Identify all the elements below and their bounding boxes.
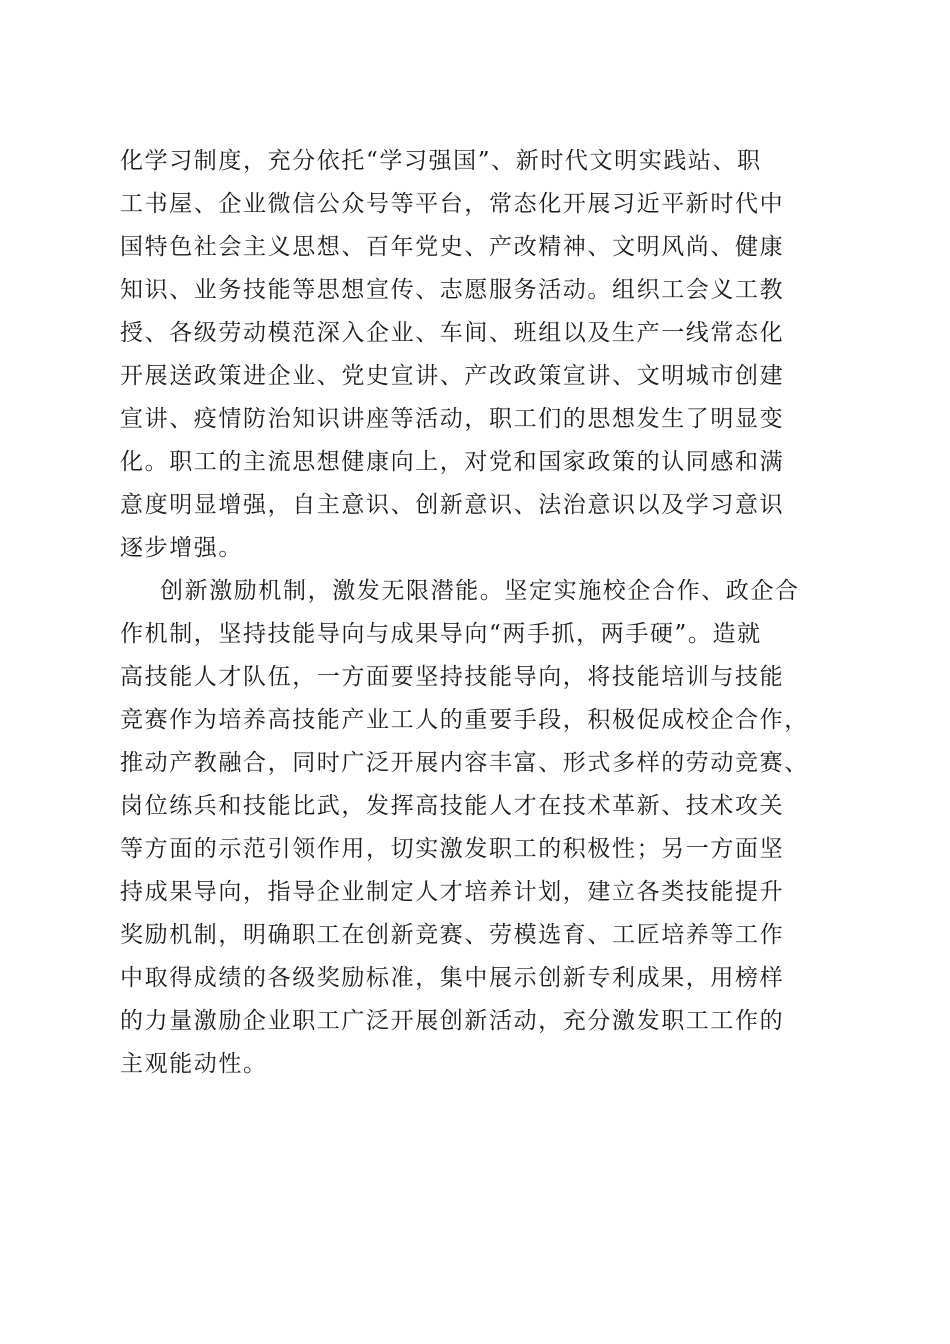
text-line: 化学习制度，充分依托“学习强国”、新时代文明实践站、职 <box>120 148 762 174</box>
text-line: 国特色社会主义思想、百年党史、产改精神、文明风尚、健康 <box>120 234 785 260</box>
text-line: 岗位练兵和技能比武，发挥高技能人才在技术革新、技术攻关 <box>120 793 785 819</box>
text-line: 中取得成绩的各级奖励标准，集中展示创新专利成果，用榜样 <box>120 965 785 991</box>
text-line: 化。职工的主流思想健康向上，对党和国家政策的认同感和满 <box>120 449 785 475</box>
text-line: 推动产教融合，同时广泛开展内容丰富、形式多样的劳动竞赛、 <box>120 750 809 776</box>
text-line: 持成果导向，指导企业制定人才培养计划，建立各类技能提升 <box>120 879 785 905</box>
text-line: 知识、业务技能等思想宣传、志愿服务活动。组织工会义工教 <box>120 277 785 303</box>
text-line: 逐步增强。 <box>120 535 243 561</box>
text-line: 高技能人才队伍，一方面要坚持技能导向，将技能培训与技能 <box>120 664 785 690</box>
paragraph-start-line: 创新激励机制，激发无限潜能。坚定实施校企合作、政企合 <box>160 578 800 604</box>
text-line: 开展送政策进企业、党史宣讲、产改政策宣讲、文明城市创建 <box>120 363 785 389</box>
text-line: 工书屋、企业微信公众号等平台，常态化开展习近平新时代中 <box>120 191 785 217</box>
text-line: 授、各级劳动模范深入企业、车间、班组以及生产一线常态化 <box>120 320 785 346</box>
text-line: 的力量激励企业职工广泛开展创新活动，充分激发职工工作的 <box>120 1008 785 1034</box>
text-line: 意度明显增强，自主意识、创新意识、法治意识以及学习意识 <box>120 492 785 518</box>
text-line: 竞赛作为培养高技能产业工人的重要手段，积极促成校企合作， <box>120 707 809 733</box>
text-line: 宣讲、疫情防治知识讲座等活动，职工们的思想发生了明显变 <box>120 406 785 432</box>
text-line: 奖励机制，明确职工在创新竞赛、劳模选育、工匠培养等工作 <box>120 922 785 948</box>
text-line: 等方面的示范引领作用，切实激发职工的积极性；另一方面坚 <box>120 836 785 862</box>
text-line: 作机制，坚持技能导向与成果导向“两手抓，两手硬”。造就 <box>120 621 762 647</box>
text-line: 主观能动性。 <box>120 1051 268 1077</box>
